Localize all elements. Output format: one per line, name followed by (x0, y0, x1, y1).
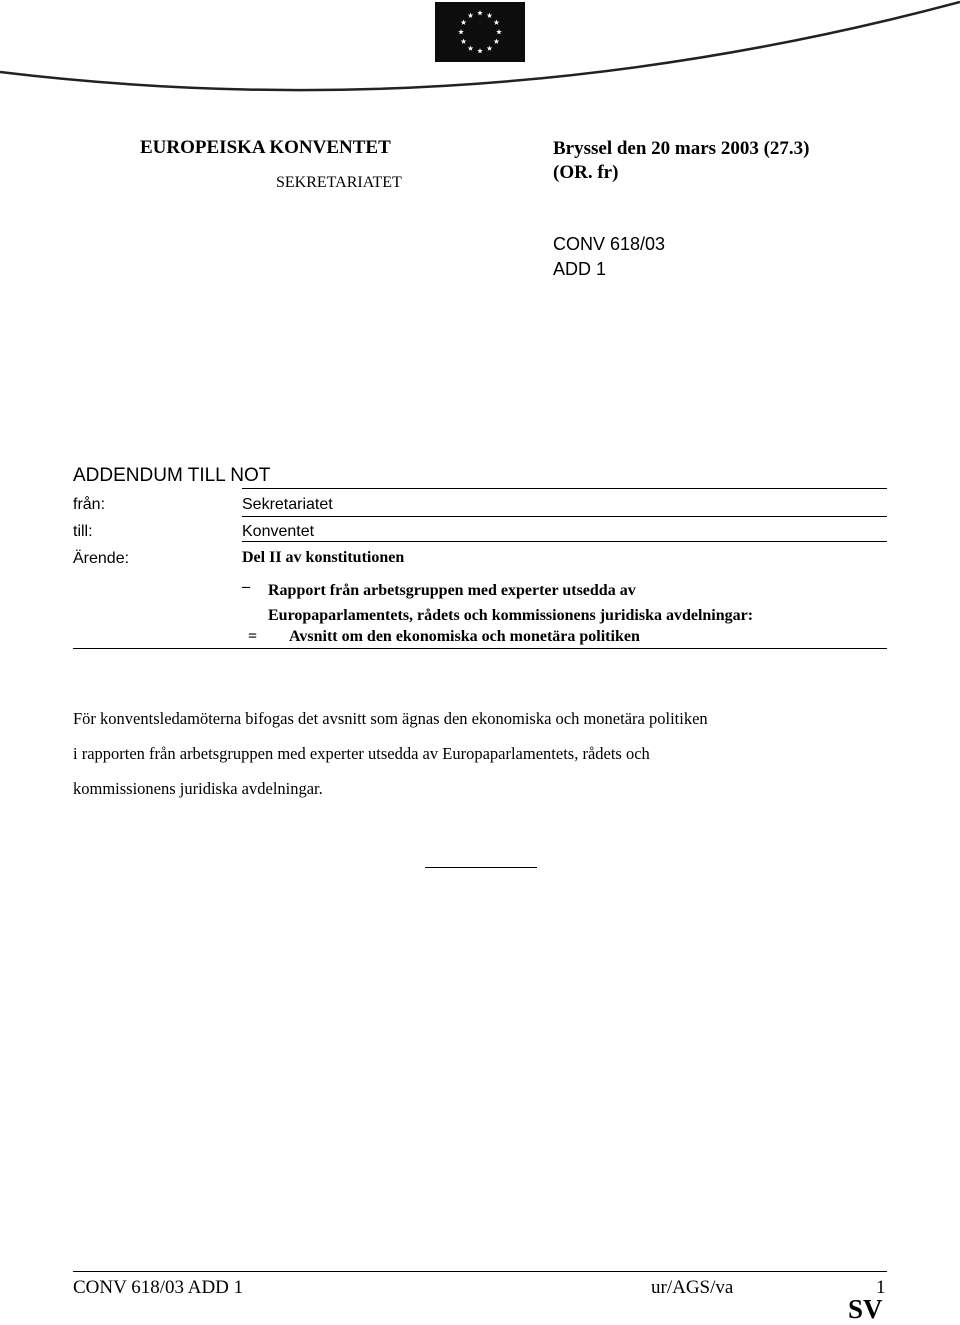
body-line: För konventsledamöterna bifogas det avsnitt som ägnas den ekonomiska och monetära politiken (73, 709, 708, 728)
subject-equals: = (248, 628, 258, 645)
body-line: kommissionens juridiska avdelningar. (73, 779, 323, 798)
subject-label: Ärende: (73, 550, 130, 567)
subject-report (268, 578, 753, 628)
language-code: SV (848, 1294, 883, 1324)
subject-main: Del II av konstitutionen (242, 549, 405, 566)
footer-initials: ur/AGS/va (651, 1277, 734, 1298)
subject-section: Avsnitt om den ekonomiska och monetära politiken (289, 628, 640, 645)
divider (242, 516, 887, 517)
divider (73, 648, 887, 649)
from-value: Sekretariatet (242, 496, 333, 513)
date-line: Bryssel den 20 mars 2003 (27.3) (553, 138, 810, 159)
note-title: ADDENDUM TILL NOT (73, 465, 271, 486)
end-rule (425, 867, 537, 868)
divider (242, 541, 887, 542)
body-line: i rapporten från arbetsgruppen med experter utsedda av Europaparlamentets, rådets och (73, 744, 650, 763)
page-number: 1 (876, 1277, 886, 1298)
document-addendum-number: ADD 1 (553, 259, 607, 279)
divider (242, 488, 887, 489)
eu-flag-icon (435, 2, 525, 62)
footer-divider (73, 1271, 887, 1272)
from-label: från: (73, 496, 106, 513)
to-label: till: (73, 523, 93, 540)
organization-name: EUROPEISKA KONVENTET (140, 137, 391, 158)
subject-report-line: Europaparlamentets, rådets och kommissionens juridiska avdelningar: (268, 607, 754, 624)
original-language: (OR. fr) (553, 162, 619, 183)
subject-report-line: Rapport från arbetsgruppen med experter utsedda av (268, 582, 636, 599)
document-reference: CONV 618/03 (553, 234, 666, 254)
to-value: Konventet (242, 523, 315, 540)
date-block (553, 137, 853, 185)
subject-dash: – (242, 578, 250, 595)
secretariat-label: SEKRETARIATET (276, 174, 402, 191)
footer-doc-reference: CONV 618/03 ADD 1 (73, 1277, 244, 1298)
